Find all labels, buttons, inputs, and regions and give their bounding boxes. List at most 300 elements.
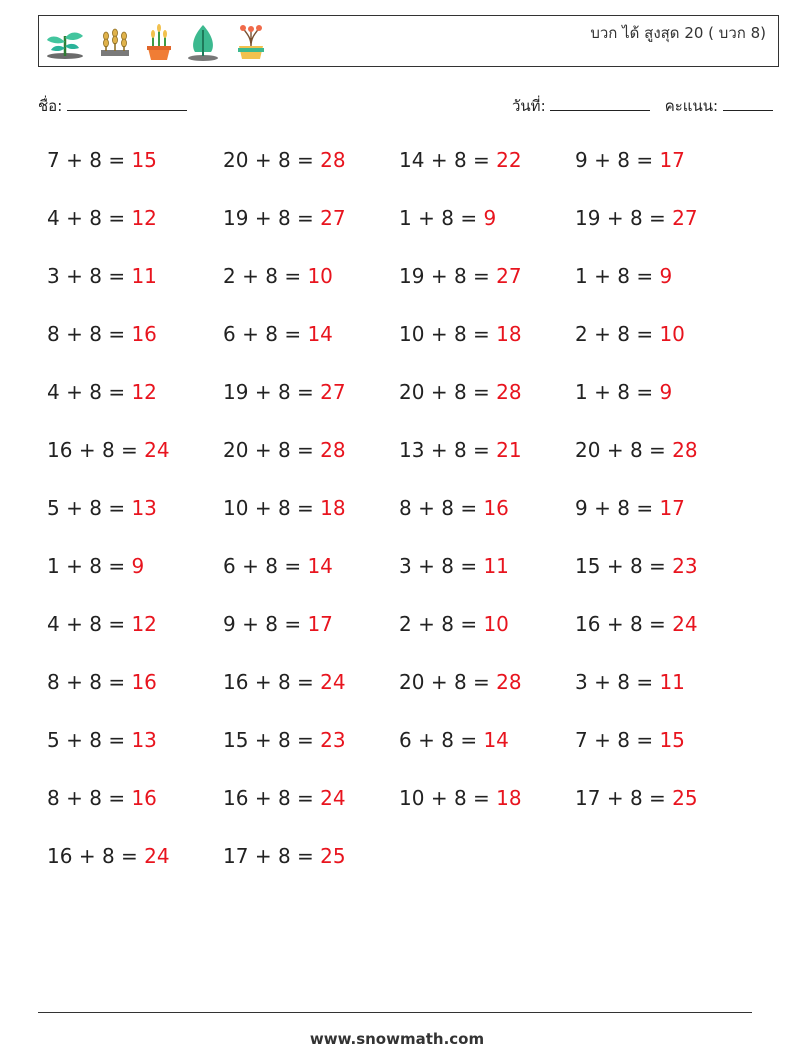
problem-operand-a: 16 [47, 844, 73, 868]
problem-item [223, 664, 399, 722]
problem-operand-a: 2 [223, 264, 236, 288]
problem-answer: 25 [320, 844, 346, 868]
problem-item [575, 664, 751, 722]
problem-answer: 27 [320, 380, 346, 404]
problem-answer: 18 [496, 322, 522, 346]
problem-item [223, 258, 399, 316]
problem-equals: = [108, 148, 126, 172]
name-label: ชื่อ: [38, 97, 63, 115]
problem-equals: = [636, 670, 654, 694]
problem-answer: 24 [320, 670, 346, 694]
date-line[interactable] [550, 96, 650, 111]
problem-item [47, 316, 223, 374]
problem-equals: = [108, 206, 126, 230]
problem-equals: = [460, 496, 478, 520]
problem-operator: + [594, 670, 611, 694]
problem-operand-a: 8 [47, 322, 60, 346]
seedling-plant-icon [43, 24, 87, 60]
problem-operator: + [66, 496, 83, 520]
problem-operand-b: 8 [441, 554, 454, 578]
problem-operand-a: 3 [399, 554, 412, 578]
problem-item [47, 432, 223, 490]
problem-answer: 28 [320, 148, 346, 172]
problem-item [47, 374, 223, 432]
problem-operator: + [430, 786, 448, 810]
problem-operator: + [594, 380, 611, 404]
problem-operand-b: 8 [89, 670, 102, 694]
wheat-field-icon [97, 24, 133, 60]
problem-operator: + [254, 148, 272, 172]
problem-answer: 13 [131, 496, 157, 520]
problem-answer: 9 [483, 206, 497, 230]
problem-operand-a: 15 [575, 554, 601, 578]
problem-operator: + [430, 380, 448, 404]
problem-operator: + [254, 728, 272, 752]
problem-answer: 21 [496, 438, 522, 462]
problem-answer: 10 [307, 264, 333, 288]
problem-item [47, 142, 223, 200]
problem-operator: + [66, 728, 83, 752]
problem-operator: + [594, 148, 611, 172]
problem-operand-b: 8 [617, 322, 630, 346]
problem-equals: = [108, 380, 126, 404]
problem-operand-a: 17 [223, 844, 249, 868]
problem-answer: 15 [131, 148, 157, 172]
problem-operand-a: 10 [399, 322, 425, 346]
problem-item [47, 664, 223, 722]
problem-operand-b: 8 [617, 496, 630, 520]
problem-operand-a: 8 [47, 670, 60, 694]
problem-equals: = [473, 380, 490, 404]
problem-operator: + [78, 844, 96, 868]
footer-url: www.snowmath.com [309, 1030, 485, 1048]
problem-operand-b: 8 [453, 438, 467, 462]
problem-item [575, 200, 751, 258]
problem-item [47, 722, 223, 780]
header-icons [43, 20, 271, 64]
problem-equals: = [460, 728, 478, 752]
problem-operand-b: 8 [617, 148, 630, 172]
problem-operator: + [254, 206, 272, 230]
problem-operator: + [606, 438, 624, 462]
problem-operand-b: 8 [453, 670, 467, 694]
problem-operand-a: 10 [223, 496, 249, 520]
problem-answer: 27 [320, 206, 346, 230]
problem-equals: = [636, 380, 654, 404]
problem-item [575, 490, 751, 548]
problem-answer: 11 [483, 554, 509, 578]
problem-equals: = [284, 554, 302, 578]
problem-operand-a: 20 [399, 670, 425, 694]
name-line[interactable] [67, 96, 187, 111]
problem-equals: = [108, 322, 126, 346]
worksheet-header [38, 15, 779, 67]
problem-item [223, 722, 399, 780]
problem-operator: + [66, 786, 83, 810]
problem-answer: 14 [307, 322, 333, 346]
problem-answer: 24 [320, 786, 346, 810]
problem-operand-a: 16 [223, 786, 249, 810]
problem-operator: + [594, 496, 611, 520]
problem-operand-b: 8 [101, 844, 115, 868]
problem-operand-b: 8 [277, 438, 291, 462]
problem-item [399, 258, 575, 316]
problem-operand-a: 2 [399, 612, 412, 636]
problem-operand-a: 6 [223, 554, 236, 578]
problem-answer: 16 [131, 670, 157, 694]
problem-operator: + [594, 728, 611, 752]
problem-answer: 28 [496, 380, 522, 404]
problem-item [47, 606, 223, 664]
problem-operand-b: 8 [629, 438, 643, 462]
problem-operand-b: 8 [89, 728, 102, 752]
problem-operand-b: 8 [453, 380, 467, 404]
problem-operand-b: 8 [89, 206, 102, 230]
problem-operand-b: 8 [265, 612, 278, 636]
problem-item [575, 780, 751, 838]
problem-equals: = [108, 264, 126, 288]
problem-item [399, 374, 575, 432]
problem-equals: = [297, 670, 314, 694]
problem-item [575, 258, 751, 316]
problem-item [223, 838, 399, 896]
problem-item [575, 142, 751, 200]
problem-answer: 14 [483, 728, 509, 752]
problem-operand-b: 8 [89, 786, 102, 810]
problem-equals: = [473, 322, 490, 346]
problem-operand-b: 8 [89, 496, 102, 520]
problem-equals: = [473, 670, 490, 694]
problem-item [223, 142, 399, 200]
problem-equals: = [636, 322, 654, 346]
problem-item [575, 606, 751, 664]
problem-operand-b: 8 [441, 206, 454, 230]
problem-operand-a: 9 [575, 148, 588, 172]
problem-answer: 10 [483, 612, 509, 636]
problem-equals: = [636, 148, 654, 172]
date-label: วันที่: [512, 97, 546, 115]
problem-answer: 11 [131, 264, 157, 288]
problem-operand-a: 20 [223, 438, 249, 462]
problem-operand-a: 10 [399, 786, 425, 810]
problem-operator: + [66, 670, 83, 694]
problem-operator: + [254, 438, 272, 462]
problem-operand-b: 8 [277, 380, 291, 404]
problem-item [47, 838, 223, 896]
problem-operator: + [254, 844, 272, 868]
problem-operand-b: 8 [441, 496, 454, 520]
problem-answer: 11 [659, 670, 685, 694]
problem-operator: + [606, 786, 624, 810]
problem-operand-a: 9 [223, 612, 236, 636]
problem-answer: 17 [659, 496, 685, 520]
score-label: คะแนน: [664, 97, 719, 115]
problem-equals: = [473, 148, 490, 172]
problem-operand-a: 5 [47, 496, 60, 520]
problem-equals: = [108, 554, 126, 578]
problem-operand-a: 2 [575, 322, 588, 346]
problem-equals: = [297, 728, 314, 752]
problem-operand-a: 4 [47, 380, 60, 404]
problem-operand-b: 8 [89, 612, 102, 636]
problem-item [575, 316, 751, 374]
problem-operand-a: 7 [575, 728, 588, 752]
problem-answer: 27 [672, 206, 698, 230]
problem-operand-a: 19 [223, 380, 249, 404]
problem-equals: = [297, 844, 314, 868]
problem-answer: 12 [131, 612, 157, 636]
problem-answer: 9 [131, 554, 145, 578]
problem-operand-a: 3 [575, 670, 588, 694]
problem-operand-b: 8 [277, 670, 291, 694]
problem-item [223, 548, 399, 606]
problem-operator: + [594, 322, 611, 346]
problem-operator: + [66, 380, 83, 404]
problem-answer: 13 [131, 728, 157, 752]
problem-equals: = [284, 264, 302, 288]
problem-operator: + [254, 496, 272, 520]
problem-operand-a: 17 [575, 786, 601, 810]
problem-operand-b: 8 [277, 728, 291, 752]
problem-operator: + [430, 264, 448, 288]
problem-answer: 15 [659, 728, 685, 752]
problem-operator: + [254, 670, 272, 694]
problem-item [399, 490, 575, 548]
problem-item [399, 548, 575, 606]
problem-item [47, 548, 223, 606]
problem-operand-b: 8 [89, 264, 102, 288]
problem-operand-b: 8 [277, 496, 291, 520]
problem-operand-a: 4 [47, 206, 60, 230]
flower-pot-icon [231, 22, 271, 62]
problem-operand-b: 8 [277, 206, 291, 230]
problem-operand-a: 6 [223, 322, 236, 346]
problem-equals: = [460, 206, 478, 230]
problem-answer: 12 [131, 206, 157, 230]
problem-operator: + [606, 612, 624, 636]
problem-item [575, 432, 751, 490]
problem-item [223, 432, 399, 490]
problem-operand-a: 1 [47, 554, 60, 578]
problem-operand-b: 8 [617, 264, 630, 288]
pine-tree-icon [185, 22, 221, 62]
problem-operand-b: 8 [453, 148, 467, 172]
problem-item [399, 606, 575, 664]
problem-operand-a: 3 [47, 264, 60, 288]
problem-operand-b: 8 [89, 148, 102, 172]
problem-operand-a: 19 [399, 264, 425, 288]
problem-equals: = [649, 206, 666, 230]
problem-operand-a: 13 [399, 438, 425, 462]
problem-operator: + [430, 148, 448, 172]
problem-item [223, 316, 399, 374]
problem-operator: + [430, 438, 448, 462]
problem-item [47, 200, 223, 258]
problem-operator: + [606, 206, 624, 230]
problem-answer: 28 [672, 438, 698, 462]
problem-operator: + [430, 322, 448, 346]
problem-answer: 10 [659, 322, 685, 346]
problem-operand-a: 5 [47, 728, 60, 752]
date-score-fields [512, 94, 773, 118]
problem-operand-b: 8 [617, 670, 630, 694]
problem-operand-a: 20 [223, 148, 249, 172]
problem-answer: 16 [483, 496, 509, 520]
problem-equals: = [297, 148, 314, 172]
problem-item [223, 780, 399, 838]
problem-operator: + [418, 728, 435, 752]
problem-operator: + [66, 554, 83, 578]
problem-answer: 28 [320, 438, 346, 462]
problem-answer: 24 [672, 612, 698, 636]
problem-operand-a: 9 [575, 496, 588, 520]
problem-operator: + [66, 206, 83, 230]
problem-operand-a: 15 [223, 728, 249, 752]
problem-equals: = [108, 612, 126, 636]
problem-operator: + [606, 554, 624, 578]
problem-answer: 25 [672, 786, 698, 810]
problem-equals: = [297, 206, 314, 230]
problem-equals: = [284, 322, 302, 346]
problem-equals: = [636, 264, 654, 288]
problem-operand-a: 8 [399, 496, 412, 520]
problem-equals: = [636, 728, 654, 752]
problem-operator: + [78, 438, 96, 462]
problem-operand-a: 4 [47, 612, 60, 636]
problem-operand-a: 1 [575, 264, 588, 288]
problem-operand-b: 8 [453, 322, 467, 346]
problem-answer: 18 [320, 496, 346, 520]
problem-answer: 22 [496, 148, 522, 172]
problem-operand-a: 6 [399, 728, 412, 752]
problem-operand-b: 8 [277, 786, 291, 810]
problem-operand-a: 1 [575, 380, 588, 404]
problem-item [575, 548, 751, 606]
score-line[interactable] [723, 96, 773, 111]
problem-operand-b: 8 [265, 554, 278, 578]
problem-equals: = [121, 438, 138, 462]
problem-answer: 16 [131, 322, 157, 346]
problem-item [399, 200, 575, 258]
problem-answer: 17 [307, 612, 333, 636]
problem-operand-b: 8 [453, 264, 467, 288]
problem-operand-b: 8 [265, 264, 278, 288]
problem-operator: + [242, 264, 259, 288]
problem-equals: = [108, 670, 126, 694]
problem-operator: + [66, 612, 83, 636]
problem-operand-a: 7 [47, 148, 60, 172]
problem-operator: + [242, 612, 259, 636]
problem-equals: = [460, 612, 478, 636]
problem-equals: = [473, 438, 490, 462]
problem-answer: 24 [144, 438, 170, 462]
problem-equals: = [636, 496, 654, 520]
problem-operator: + [594, 264, 611, 288]
problem-equals: = [297, 496, 314, 520]
problem-item [399, 664, 575, 722]
problem-answer: 24 [144, 844, 170, 868]
problem-operand-b: 8 [89, 322, 102, 346]
problem-equals: = [649, 786, 666, 810]
problem-operand-a: 16 [47, 438, 73, 462]
problem-operator: + [430, 670, 448, 694]
problem-operator: + [66, 322, 83, 346]
problem-item [47, 258, 223, 316]
problem-equals: = [121, 844, 138, 868]
problem-operator: + [418, 612, 435, 636]
problem-operand-b: 8 [101, 438, 115, 462]
potted-plant-icon [143, 22, 175, 62]
problem-operand-a: 19 [575, 206, 601, 230]
problem-operator: + [242, 322, 259, 346]
problem-answer: 17 [659, 148, 685, 172]
problem-item [575, 722, 751, 780]
problem-operand-b: 8 [265, 322, 278, 346]
problem-item [575, 374, 751, 432]
problem-item [47, 780, 223, 838]
problem-operand-b: 8 [89, 554, 102, 578]
problem-equals: = [473, 786, 490, 810]
problem-operand-a: 19 [223, 206, 249, 230]
problem-item [399, 722, 575, 780]
problem-item [399, 432, 575, 490]
problem-operand-a: 16 [223, 670, 249, 694]
problem-operator: + [418, 554, 435, 578]
problem-item [223, 606, 399, 664]
problem-item [47, 490, 223, 548]
problem-answer: 9 [659, 264, 673, 288]
problem-operand-b: 8 [441, 728, 454, 752]
problem-operand-a: 16 [575, 612, 601, 636]
problem-operand-b: 8 [277, 844, 291, 868]
problem-grid [47, 142, 767, 896]
problem-equals: = [284, 612, 302, 636]
problem-operand-b: 8 [629, 554, 643, 578]
problem-operand-a: 8 [47, 786, 60, 810]
problem-item [223, 374, 399, 432]
problem-item [399, 142, 575, 200]
problem-operator: + [254, 380, 272, 404]
problem-operand-b: 8 [617, 380, 630, 404]
problem-operand-b: 8 [453, 786, 467, 810]
problem-answer: 27 [496, 264, 522, 288]
problem-equals: = [297, 438, 314, 462]
problem-operand-b: 8 [629, 786, 643, 810]
problem-equals: = [297, 786, 314, 810]
problem-answer: 14 [307, 554, 333, 578]
problem-equals: = [108, 496, 126, 520]
footer-divider [38, 1012, 752, 1013]
problem-equals: = [108, 728, 126, 752]
problem-equals: = [108, 786, 126, 810]
problem-operand-a: 1 [399, 206, 412, 230]
problem-item [399, 780, 575, 838]
problem-operand-a: 14 [399, 148, 425, 172]
problem-item [223, 490, 399, 548]
problem-item [399, 316, 575, 374]
problem-equals: = [649, 554, 666, 578]
problem-equals: = [460, 554, 478, 578]
worksheet-title: บวก ได้ สูงสุด 20 ( บวก 8) [590, 24, 766, 42]
problem-operand-b: 8 [629, 612, 643, 636]
problem-answer: 28 [496, 670, 522, 694]
name-field [38, 94, 187, 118]
problem-operand-b: 8 [89, 380, 102, 404]
problem-operator: + [66, 148, 83, 172]
problem-operand-b: 8 [277, 148, 291, 172]
problem-operator: + [418, 496, 435, 520]
problem-operator: + [254, 786, 272, 810]
